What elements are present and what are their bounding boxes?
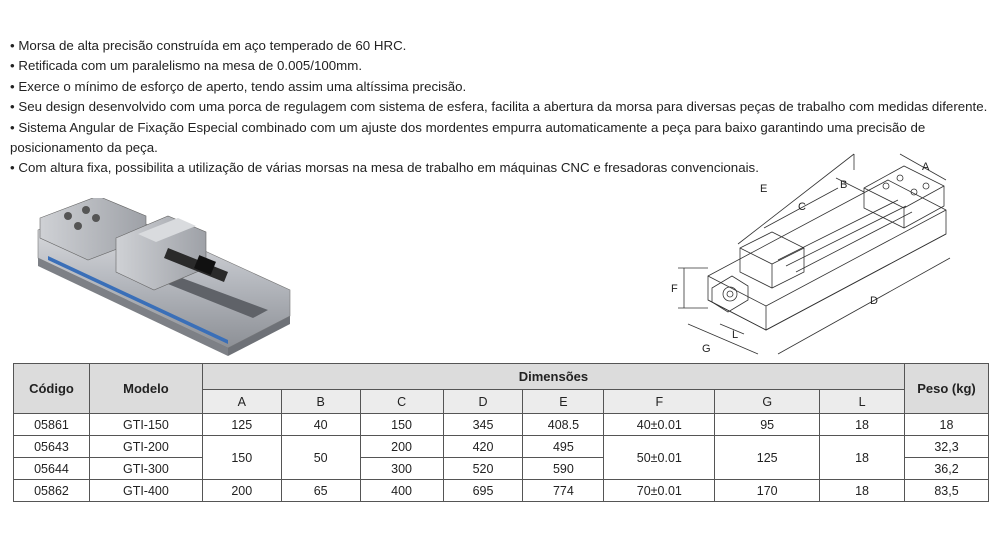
spec-table [13,363,989,502]
feature-item: • Com altura fixa, possibilita a utilização de várias morsas na mesa de trabalho em máquinas CNC e fresadoras convencionais. [10,160,759,176]
feature-item: • Seu design desenvolvido com uma porca de regulagem com sistema de esfera, facilita a abertura da morsa para diversas peças de trabalho com medidas diferente. [10,99,988,115]
cell-g: 125 [715,436,820,480]
label-f: F [671,283,678,295]
header-modelo: Modelo [89,364,202,414]
cell-f: 50±0.01 [604,436,715,480]
feature-item: • Sistema Angular de Fixação Especial combinado com um ajuste dos mordentes empurra automaticamente a peça para baixo garantindo uma precisão de posicionamento da peça. [10,119,926,156]
cell-e: 590 [523,458,604,480]
cell-c: 200 [360,436,443,458]
cell-e: 774 [523,480,604,502]
header-dim-d: D [443,390,523,414]
cell-modelo: GTI-400 [89,480,202,502]
label-c: C [798,201,806,213]
header-dim-f: F [604,390,715,414]
feature-item: • Retificada com um paralelismo na mesa de 0.005/100mm. [10,58,363,74]
cell-g: 95 [715,414,820,436]
cell-a: 200 [202,480,281,502]
cell-c: 300 [360,458,443,480]
cell-e: 495 [523,436,604,458]
cell-peso: 83,5 [905,480,989,502]
cell-b: 65 [281,480,360,502]
header-dim-c: C [360,390,443,414]
table-row [14,436,989,458]
label-d: D [870,295,878,307]
cell-peso: 32,3 [905,436,989,458]
table-row [14,414,989,436]
cell-l: 18 [820,436,905,480]
table-row [14,480,989,502]
cell-modelo: GTI-300 [89,458,202,480]
cell-codigo: 05644 [14,458,90,480]
cell-l: 18 [820,480,905,502]
cell-c: 400 [360,480,443,502]
header-dim-g: G [715,390,820,414]
header-dim-b: B [281,390,360,414]
cell-codigo: 05862 [14,480,90,502]
cell-d: 345 [443,414,523,436]
cell-a: 150 [202,436,281,480]
cell-b: 50 [281,436,360,480]
header-codigo: Código [14,364,90,414]
vise-photo [28,198,298,358]
cell-l: 18 [820,414,905,436]
cell-d: 695 [443,480,523,502]
label-a: A [922,161,930,173]
feature-item: • Exerce o mínimo de esforço de aperto, tendo assim uma altíssima precisão. [10,78,467,94]
feature-item: • Morsa de alta precisão construída em aço temperado de 60 HRC. [10,38,407,53]
cell-codigo: 05861 [14,414,90,436]
cell-modelo: GTI-200 [89,436,202,458]
header-dim-e: E [523,390,604,414]
cell-f: 40±0.01 [604,414,715,436]
header-dimensoes: Dimensões [202,364,904,390]
cell-d: 520 [443,458,523,480]
cell-c: 150 [360,414,443,436]
label-e: E [760,183,768,195]
header-peso: Peso (kg) [905,364,989,414]
header-dim-a: A [202,390,281,414]
cell-b: 40 [281,414,360,436]
label-b: B [840,179,848,191]
header-dim-l: L [820,390,905,414]
label-l: L [732,329,739,341]
cell-f: 70±0.01 [604,480,715,502]
cell-d: 420 [443,436,523,458]
dimension-drawing [668,148,968,358]
cell-modelo: GTI-150 [89,414,202,436]
cell-g: 170 [715,480,820,502]
cell-e: 408.5 [523,414,604,436]
label-g: G [702,343,711,355]
cell-peso: 36,2 [905,458,989,480]
cell-codigo: 05643 [14,436,90,458]
cell-peso: 18 [905,414,989,436]
cell-a: 125 [202,414,281,436]
